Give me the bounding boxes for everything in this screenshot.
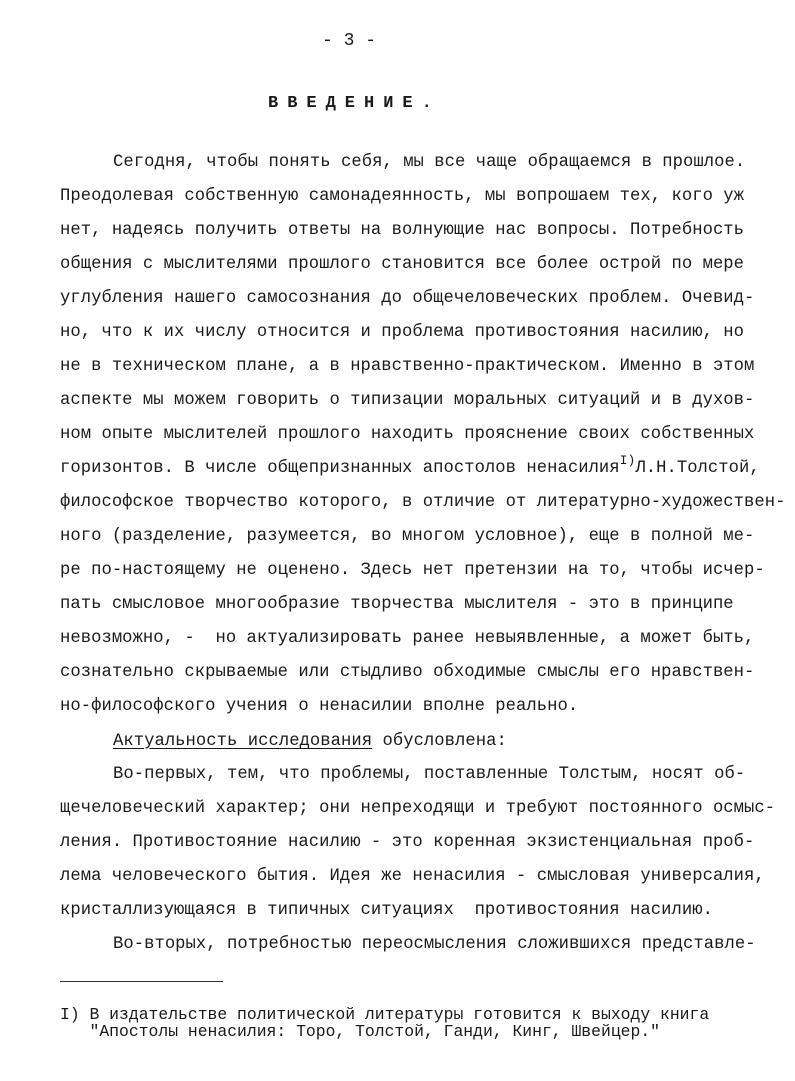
text-line: Преодолевая собственную самонадеянность, мы вопрошаем тех, кого уж xyxy=(60,187,745,206)
text-line: но-философского учения о ненасилии вполне реально. xyxy=(60,697,579,716)
text-line: ного (разделение, разумеется, во многом условное), еще в полной ме- xyxy=(60,527,755,546)
text-line xyxy=(60,453,760,479)
footnote-line: "Апостолы ненасилия: Торо, Толстой, Ганди, Кинг, Швейцер." xyxy=(60,1022,660,1041)
footnote-line: I) В издательстве политической литературы готовится к выходу книга xyxy=(60,1005,710,1024)
text-line: но, что к их числу относится и проблема противостояния насилию, но xyxy=(60,323,745,342)
text-line xyxy=(113,732,507,752)
underlined-heading: Актуальность исследования xyxy=(113,732,373,751)
section-title: ВВЕДЕНИЕ. xyxy=(268,94,441,113)
text-line: Сегодня, чтобы понять себя, мы все чаще обращаемся в прошлое. xyxy=(113,153,746,172)
text-line: углубления нашего самосознания до общечеловеческих проблем. Очевид- xyxy=(60,289,755,308)
text-segment: горизонтов. В числе общепризнанных апостолов ненасилия xyxy=(60,459,620,478)
text-line: щечеловеческий характер; они непреходящи и требуют постоянного осмыс- xyxy=(60,799,776,818)
footnote-divider xyxy=(60,981,223,982)
text-line: аспекте мы можем говорить о типизации моральных ситуаций и в духов- xyxy=(60,391,755,410)
text-line: лема человеческого бытия. Идея же ненасилия - смысловая универсалия, xyxy=(60,867,765,886)
text-line: ном опыте мыслителей прошлого находить прояснение своих собственных xyxy=(60,425,755,444)
page-number: - 3 - xyxy=(322,31,377,51)
text-line: философское творчество которого, в отличие от литературно-художествен- xyxy=(60,493,786,512)
text-line: ления. Противостояние насилию - это коренная экзистенциальная проб- xyxy=(60,833,755,852)
text-segment: Л.Н.Толстой, xyxy=(635,459,760,478)
text-line: невозможно, - но актуализировать ранее невыявленные, а может быть, xyxy=(60,629,755,648)
text-segment: обусловлена: xyxy=(372,732,507,751)
text-line: общения с мыслителями прошлого становится все более острой по мере xyxy=(60,255,745,274)
text-line: нет, надеясь получить ответы на волнующие нас вопросы. Потребность xyxy=(60,221,745,240)
text-line: кристаллизующаяся в типичных ситуациях противостояния насилию. xyxy=(60,901,713,920)
text-line: не в техническом плане, а в нравственно-практическом. Именно в этом xyxy=(60,357,755,376)
text-line: Во-вторых, потребностью переосмысления сложившихся представле- xyxy=(113,935,756,954)
text-line: сознательно скрываемые или стыдливо обходимые смыслы его нравствен- xyxy=(60,663,755,682)
text-line: Во-первых, тем, что проблемы, поставленные Толстым, носят об- xyxy=(113,765,746,784)
footnote-reference: I) xyxy=(619,453,636,468)
text-line: ре по-настоящему не оценено. Здесь нет претензии на то, чтобы исчер- xyxy=(60,561,765,580)
text-line: пать смысловое многообразие творчества мыслителя - это в принципе xyxy=(60,595,734,614)
